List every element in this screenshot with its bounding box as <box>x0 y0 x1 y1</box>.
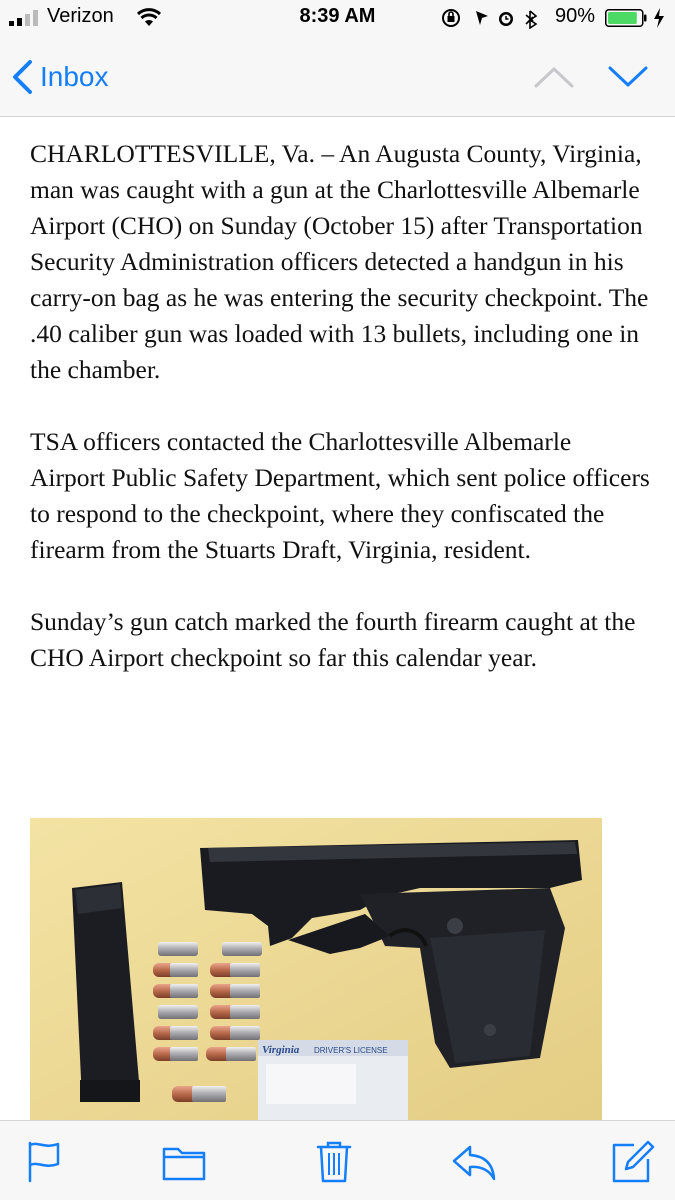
bottom-toolbar <box>0 1120 675 1200</box>
folder-icon[interactable] <box>160 1137 208 1185</box>
drivers-license-card <box>258 1040 408 1120</box>
trash-icon[interactable] <box>310 1137 358 1185</box>
battery-percent: 90% <box>555 5 596 27</box>
chevron-left-icon <box>10 59 34 95</box>
orientation-lock-icon <box>443 10 459 26</box>
back-button-label: Inbox <box>40 61 109 92</box>
license-type-text: DRIVER'S LICENSE <box>314 1046 388 1055</box>
compose-icon[interactable] <box>608 1137 656 1185</box>
status-bar <box>0 0 675 38</box>
carrier-name: Verizon <box>47 5 114 27</box>
next-message-icon[interactable] <box>606 62 650 92</box>
location-icon <box>476 11 488 25</box>
previous-message-icon[interactable] <box>532 62 576 92</box>
flag-icon[interactable] <box>20 1137 68 1185</box>
status-indicators <box>440 7 550 29</box>
seized-handgun-photo <box>30 818 602 1120</box>
email-paragraph: TSA officers contacted the Charlottesville Albemarle Airport Public Safety Department, which sent police officers to respond to the checkpoint, where they confiscated the firearm from the Stuarts Draft, Virginia, resident. <box>30 427 650 564</box>
reply-icon[interactable] <box>450 1137 498 1185</box>
charging-bolt-icon <box>652 7 666 29</box>
battery-icon <box>605 9 647 27</box>
alarm-icon <box>499 12 513 26</box>
status-time: 8:39 AM <box>299 5 376 27</box>
navigation-bar <box>0 38 675 117</box>
email-paragraph: CHARLOTTESVILLE, Va. – An Augusta County, Virginia, man was caught with a gun at the Charlottesville Albemarle Airport (CHO) on Sunday (October 15) after Transportation Security Administration officers detected a handgun in his carry-on bag as he was entering the security checkpoint. The .40 caliber gun was loaded with 13 bullets, including one in the chamber. <box>30 139 649 384</box>
license-state-text: Virginia <box>262 1044 300 1056</box>
email-paragraph: Sunday’s gun catch marked the fourth firearm caught at the CHO Airport checkpoint so far this calendar year. <box>30 607 636 672</box>
back-to-inbox-button[interactable] <box>10 54 109 100</box>
bluetooth-icon <box>526 11 536 28</box>
email-photo[interactable] <box>30 818 602 1120</box>
email-body <box>30 136 650 712</box>
